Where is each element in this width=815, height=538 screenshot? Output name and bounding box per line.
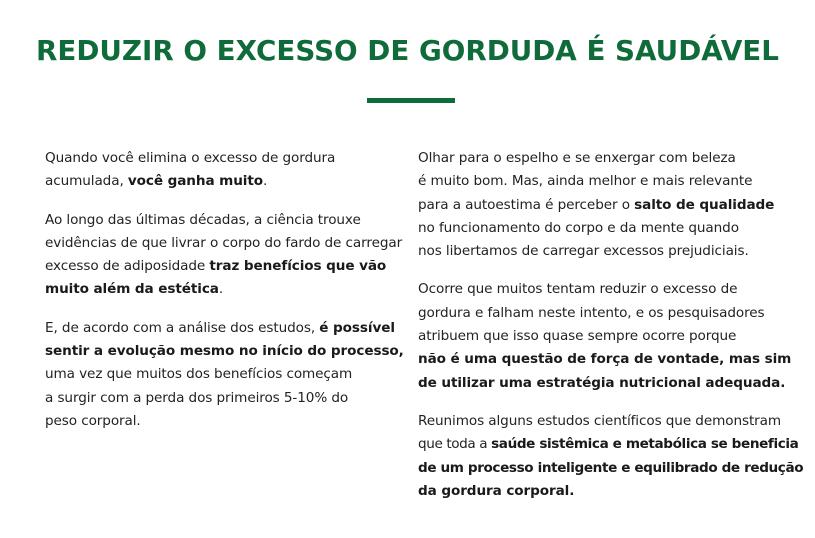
text-line [45, 255, 405, 278]
text-segment: . [263, 173, 268, 190]
bold-text: você ganha muito [127, 173, 264, 190]
text-line: Ocorre que muitos tentam reduzir o excesso de [418, 281, 738, 298]
bold-text: sentir a evolução mesmo no início do processo, [45, 343, 404, 360]
text-line [418, 457, 804, 480]
text-line [418, 480, 798, 503]
left-column [45, 147, 405, 448]
text-line [45, 278, 405, 301]
left-paragraph-3 [45, 317, 405, 433]
left-paragraph-1 [45, 147, 405, 194]
text-line [45, 317, 405, 340]
text-line: gordura e falham neste intento, e os pesquisadores [418, 304, 765, 321]
text-line: nos libertamos de carregar excessos prejudiciais. [418, 243, 749, 260]
text-segment: . [218, 281, 224, 298]
bold-text: de um processo inteligente e equilibrado de redução [418, 459, 804, 476]
text-segment: que toda a [418, 436, 492, 453]
text-line: a surgir com a perda dos primeiros 5-10% do [45, 389, 349, 406]
bold-text: da gordura corporal. [418, 482, 575, 499]
right-paragraph-2 [418, 278, 798, 394]
bold-text: é possível [319, 319, 395, 336]
text-line: é muito bom. Mas, ainda melhor e mais relevante [418, 173, 753, 190]
text-line: peso corporal. [45, 412, 141, 429]
text-line [418, 348, 798, 371]
text-line: evidências de que livrar o corpo do fardo de carregar [45, 234, 403, 251]
text-segment: E, de acordo com a análise dos estudos, [45, 319, 320, 336]
text-line: Reunimos alguns estudos científicos que demonstram [418, 412, 782, 429]
bold-text: de utilizar uma estratégia nutricional adequada. [418, 374, 786, 391]
bold-text: não é uma questão de força de vontade, mas sim [418, 351, 792, 368]
title-underline-divider [367, 98, 455, 103]
text-line: Ao longo das últimas décadas, a ciência trouxe [45, 211, 361, 228]
bold-text: muito além da estética [45, 281, 219, 298]
left-paragraph-2 [45, 209, 405, 302]
text-line [45, 340, 405, 363]
right-column [418, 147, 804, 518]
text-line [418, 433, 798, 456]
text-line: Olhar para o espelho e se enxergar com beleza [418, 150, 736, 166]
text-line: atribuem que isso quase sempre ocorre porque [418, 328, 737, 345]
bold-text: saúde sistêmica e metabólica se beneficia [491, 436, 799, 453]
text-line: uma vez que muitos dos benefícios começam [45, 366, 353, 383]
text-line: no funcionamento do corpo e da mente quando [418, 219, 739, 236]
text-line: Quando você elimina o excesso de gordura [45, 150, 336, 166]
page-title: REDUZIR O EXCESSO DE GORDUDA É SAUDÁVEL [36, 34, 779, 67]
bold-text: salto de qualidade [634, 196, 775, 213]
right-paragraph-3 [418, 410, 804, 503]
text-segment: acumulada, [45, 173, 128, 190]
text-line [418, 372, 798, 395]
text-line [418, 194, 798, 217]
text-segment: excesso de adiposidade [45, 258, 210, 275]
text-segment: para a autoestima é perceber o [418, 196, 635, 213]
bold-text: traz benefícios que vão [209, 258, 387, 275]
text-line [45, 170, 405, 193]
right-paragraph-1 [418, 147, 798, 263]
